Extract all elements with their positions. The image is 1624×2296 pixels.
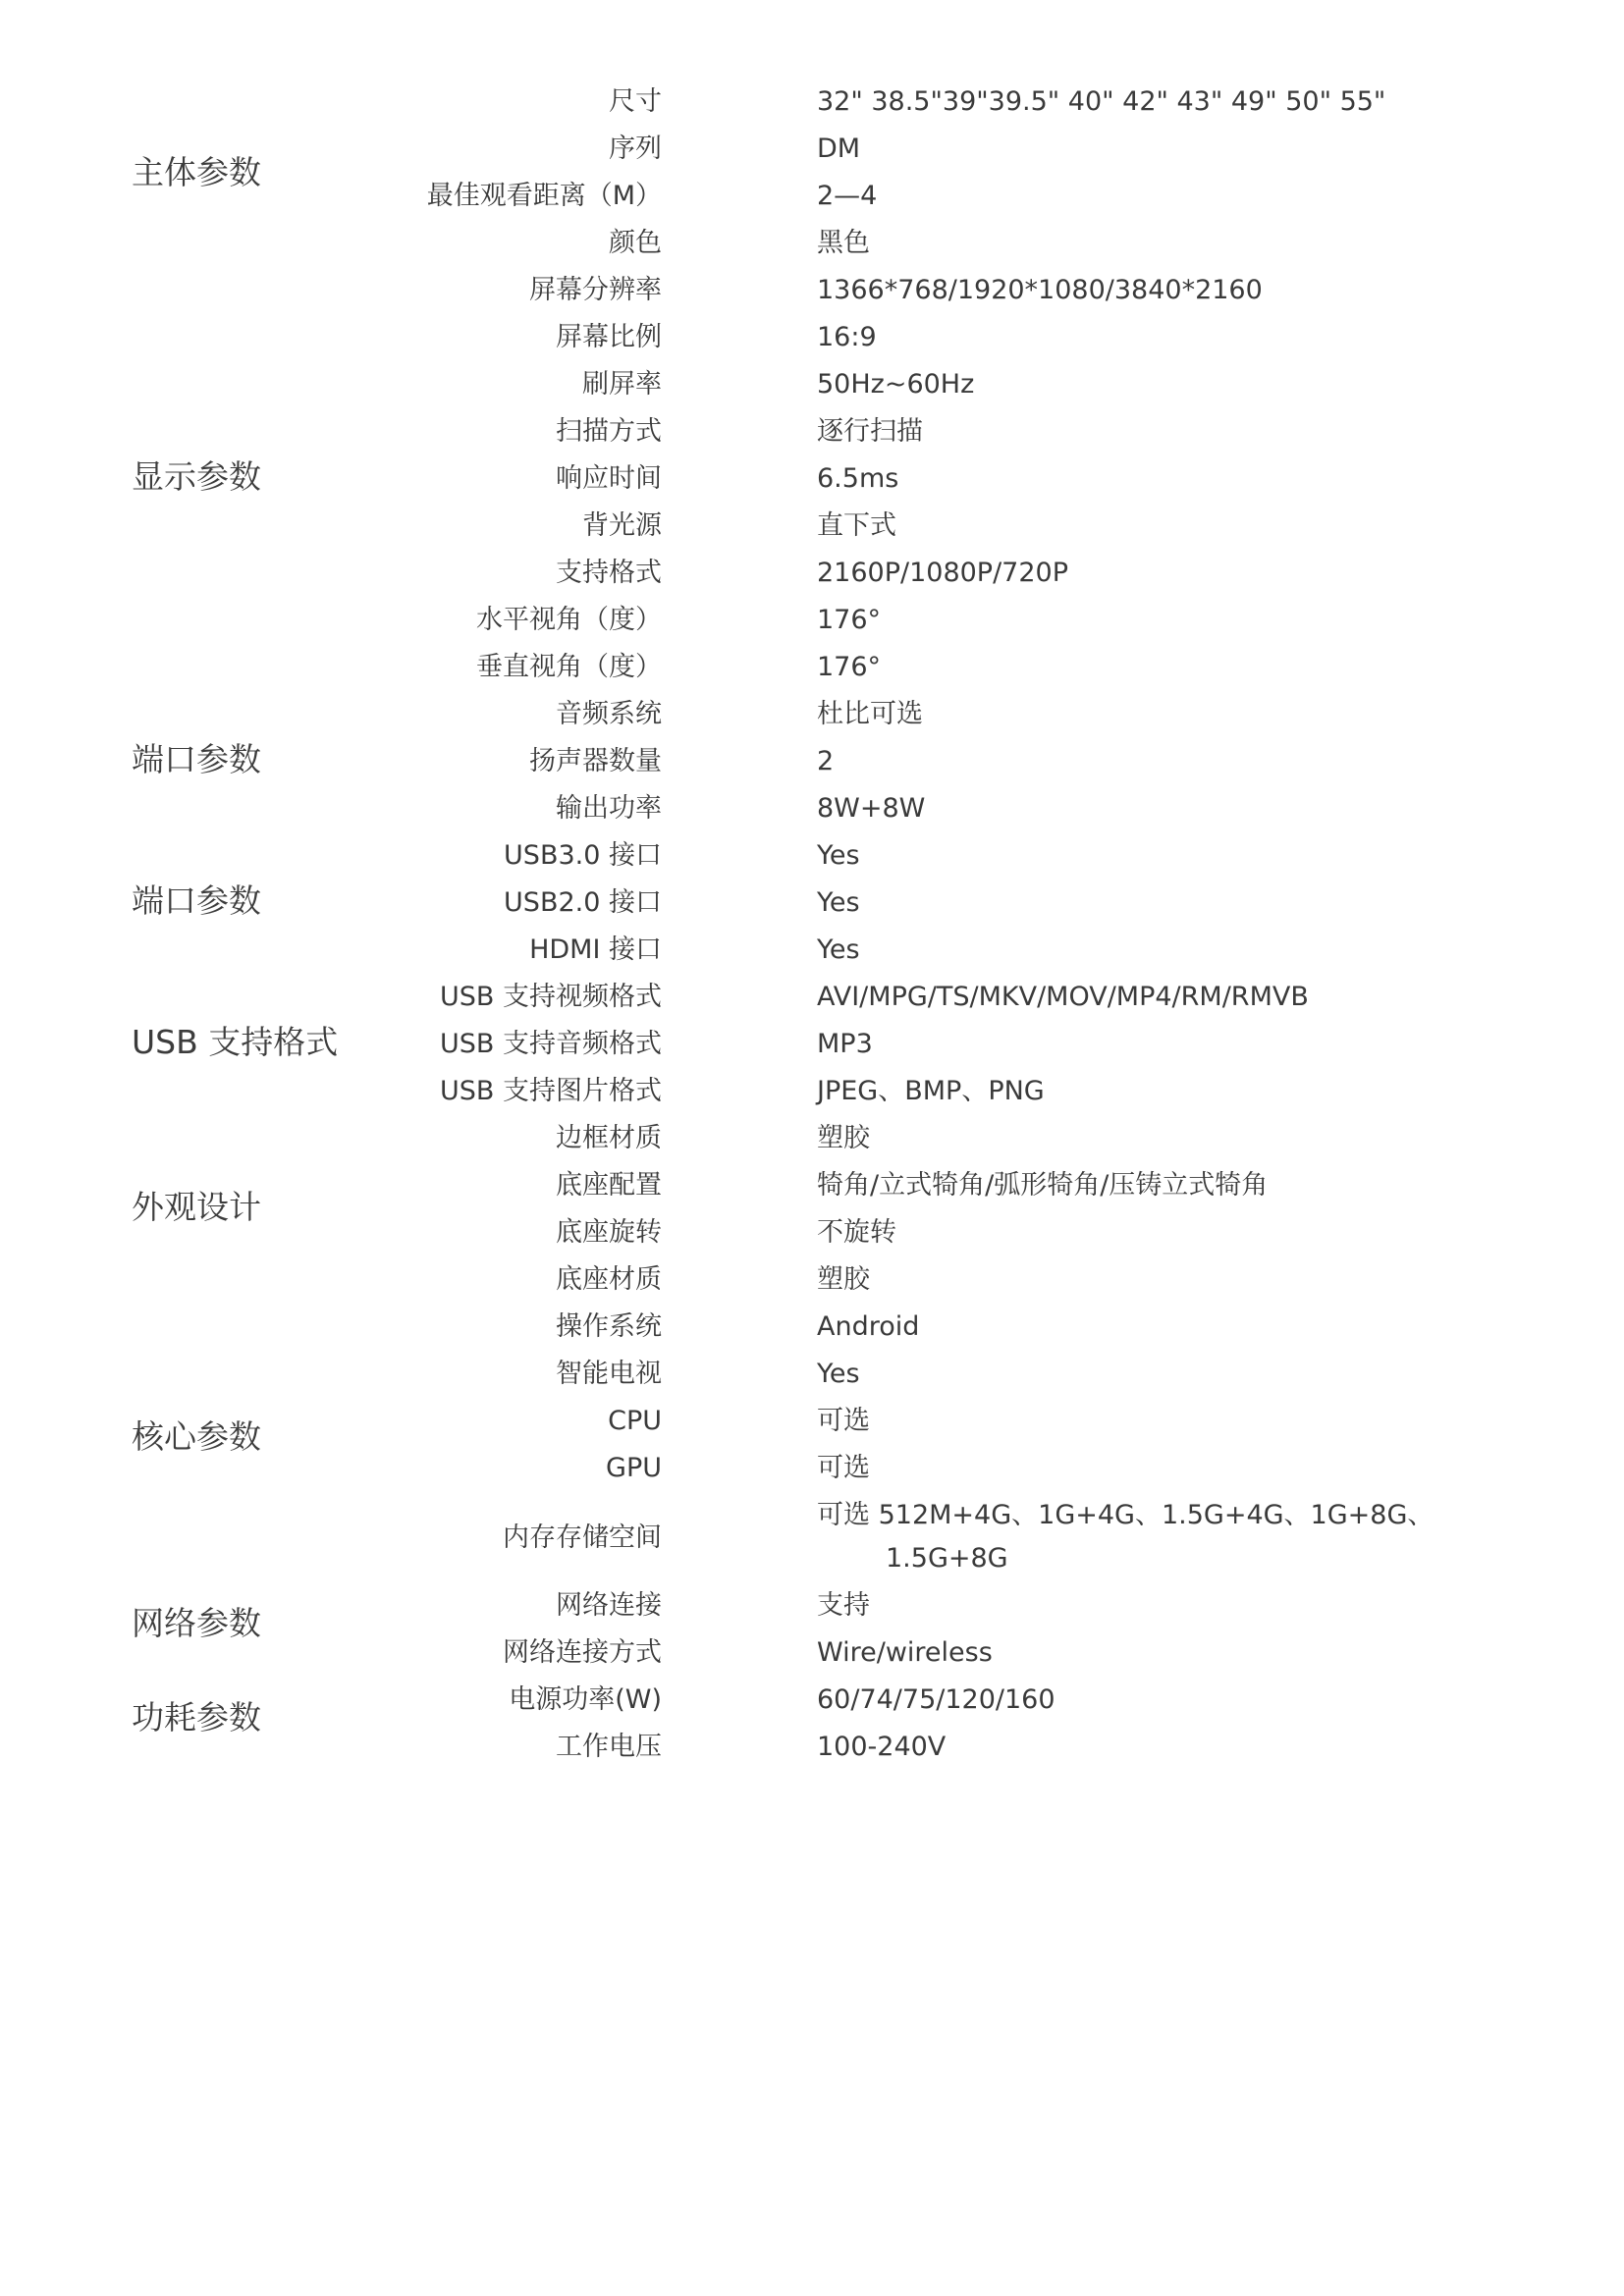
- param-label: 电源功率(W): [509, 1684, 662, 1715]
- param-label: USB 支持视频格式: [439, 982, 662, 1012]
- spec-row: [0, 1209, 1624, 1256]
- param-label: 操作系统: [556, 1311, 662, 1342]
- spec-row: [0, 408, 1624, 455]
- param-value: 60/74/75/120/160: [817, 1684, 1056, 1715]
- param-label: 屏幕分辨率: [529, 275, 662, 305]
- spec-row: [0, 691, 1624, 738]
- param-value: 2: [817, 746, 835, 776]
- param-label: CPU: [608, 1406, 662, 1436]
- param-value: AVI/MPG/TS/MKV/MOV/MP4/RM/RMVB: [817, 982, 1309, 1012]
- spec-row: [0, 1677, 1624, 1724]
- param-label: 工作电压: [556, 1732, 662, 1762]
- spec-row: [0, 503, 1624, 550]
- spec-row: [0, 927, 1624, 974]
- param-value: 逐行扫描: [817, 416, 923, 447]
- param-label: 底座配置: [556, 1170, 662, 1201]
- param-value: 6.5ms: [817, 463, 899, 494]
- group-label-display: 显示参数: [132, 457, 261, 496]
- param-label: 输出功率: [556, 793, 662, 824]
- param-label: USB 支持音频格式: [439, 1029, 662, 1059]
- param-label: 网络连接: [556, 1590, 662, 1621]
- spec-row: [0, 597, 1624, 644]
- param-label: 垂直视角（度）: [476, 652, 662, 682]
- spec-row: [0, 1115, 1624, 1162]
- param-value: [817, 1494, 1434, 1580]
- spec-row: [0, 1351, 1624, 1398]
- group-label-power: 功耗参数: [132, 1698, 261, 1736]
- param-label: USB2.0 接口: [504, 887, 662, 918]
- param-value: 杜比可选: [817, 699, 923, 729]
- spec-row: [0, 1724, 1624, 1771]
- param-label: 智能电视: [556, 1359, 662, 1389]
- group-label-appearance: 外观设计: [132, 1188, 261, 1226]
- param-value: Yes: [817, 1359, 860, 1389]
- param-label: 屏幕比例: [556, 322, 662, 352]
- spec-row: [0, 1068, 1624, 1115]
- spec-row: [0, 785, 1624, 832]
- param-label: 底座材质: [556, 1264, 662, 1295]
- spec-row: [0, 1398, 1624, 1445]
- spec-row: [0, 1162, 1624, 1209]
- spec-row: [0, 880, 1624, 927]
- group-label-main: 主体参数: [132, 153, 261, 191]
- param-value: 2160P/1080P/720P: [817, 558, 1068, 588]
- spec-row: [0, 1445, 1624, 1492]
- param-value: 犄角/立式犄角/弧形犄角/压铸立式犄角: [817, 1170, 1269, 1201]
- spec-row: [0, 1629, 1624, 1677]
- spec-row: [0, 361, 1624, 408]
- param-label: 扫描方式: [556, 416, 662, 447]
- param-label: 尺寸: [609, 86, 662, 117]
- param-value: 1366*768/1920*1080/3840*2160: [817, 275, 1263, 305]
- spec-row: [0, 974, 1624, 1021]
- param-value: 直下式: [817, 510, 896, 541]
- param-value: 支持: [817, 1590, 870, 1621]
- spec-row: [0, 1021, 1624, 1068]
- spec-row: [0, 1304, 1624, 1351]
- param-value: 8W+8W: [817, 793, 926, 824]
- param-label: 内存存储空间: [503, 1522, 662, 1553]
- spec-row: [0, 738, 1624, 785]
- param-value-line: 可选 512M+4G、1G+4G、1.5G+4G、1G+8G、: [817, 1500, 1435, 1530]
- param-value-continuation: 1.5G+8G: [886, 1543, 1008, 1574]
- group-label-network: 网络参数: [132, 1604, 261, 1642]
- param-label: GPU: [606, 1453, 662, 1483]
- param-label: 水平视角（度）: [476, 605, 662, 635]
- param-value: 2—4: [817, 181, 878, 211]
- param-value: 176°: [817, 652, 882, 682]
- param-label: 音频系统: [556, 699, 662, 729]
- param-value: 50Hz~60Hz: [817, 369, 975, 400]
- spec-row: [0, 1494, 1624, 1582]
- param-label: HDMI 接口: [529, 934, 662, 965]
- param-value: 176°: [817, 605, 882, 635]
- param-value: 塑胶: [817, 1123, 870, 1153]
- param-label: 序列: [609, 133, 662, 164]
- spec-row: [0, 1582, 1624, 1629]
- param-label: USB 支持图片格式: [439, 1076, 662, 1106]
- param-value: 塑胶: [817, 1264, 870, 1295]
- spec-row: [0, 267, 1624, 314]
- param-value: Yes: [817, 840, 860, 871]
- spec-row: [0, 314, 1624, 361]
- param-value: 16:9: [817, 322, 877, 352]
- param-value: Android: [817, 1311, 920, 1342]
- param-value: 32" 38.5"39"39.5" 40" 42" 43" 49" 50" 55": [817, 86, 1386, 117]
- param-label: 扬声器数量: [529, 746, 662, 776]
- group-label-usb-format: USB 支持格式: [132, 1023, 339, 1061]
- param-label: 刷屏率: [582, 369, 662, 400]
- param-label: USB3.0 接口: [504, 840, 662, 871]
- param-label: 底座旋转: [556, 1217, 662, 1248]
- spec-row: [0, 644, 1624, 691]
- spec-row: [0, 1256, 1624, 1304]
- param-value: 不旋转: [817, 1217, 896, 1248]
- spec-row: [0, 126, 1624, 173]
- param-value: 黑色: [817, 228, 870, 258]
- param-value: Wire/wireless: [817, 1637, 993, 1668]
- spec-row: [0, 455, 1624, 503]
- param-value: 可选: [817, 1406, 870, 1436]
- param-value: Yes: [817, 887, 860, 918]
- param-value: Yes: [817, 934, 860, 965]
- spec-row: [0, 550, 1624, 597]
- param-label: 背光源: [582, 510, 662, 541]
- group-label-core: 核心参数: [132, 1417, 261, 1456]
- param-value: 可选: [817, 1453, 870, 1483]
- param-value: MP3: [817, 1029, 873, 1059]
- param-value: DM: [817, 133, 861, 164]
- group-label-port-audio: 端口参数: [132, 740, 261, 778]
- spec-row: [0, 220, 1624, 267]
- param-label: 响应时间: [556, 463, 662, 494]
- param-label: 支持格式: [556, 558, 662, 588]
- group-label-port-interface: 端口参数: [132, 881, 261, 920]
- spec-row: [0, 173, 1624, 220]
- param-label: 最佳观看距离（M）: [426, 181, 662, 211]
- param-value: JPEG、BMP、PNG: [817, 1076, 1045, 1106]
- param-value: 100-240V: [817, 1732, 947, 1762]
- param-label: 网络连接方式: [503, 1637, 662, 1668]
- param-label: 颜色: [609, 228, 662, 258]
- spec-row: [0, 79, 1624, 126]
- param-label: 边框材质: [556, 1123, 662, 1153]
- spec-row: [0, 832, 1624, 880]
